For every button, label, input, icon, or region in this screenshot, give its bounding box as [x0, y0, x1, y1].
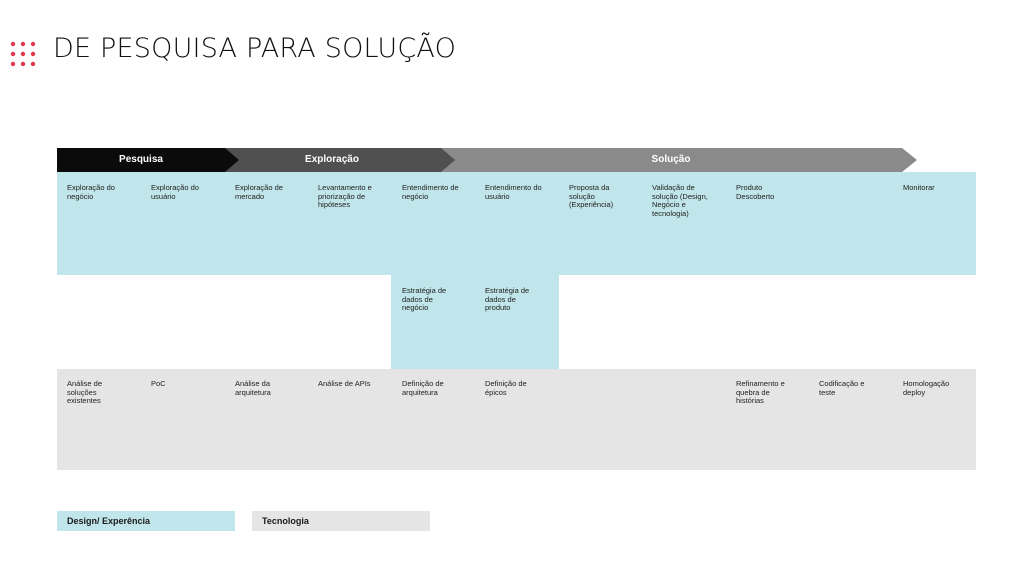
activity-exploracao-negocio: Exploração do negócio [67, 183, 115, 201]
activity-produto-descoberto: Produto Descoberto [736, 183, 775, 201]
activity-proposta-solucao: Proposta da solução (Experiência) [569, 183, 614, 209]
activity-homologacao-deploy: Homologação deploy [903, 379, 950, 397]
activity-exploracao-mercado: Exploração de mercado [235, 183, 283, 201]
activity-entendimento-usuario: Entendimento do usuário [485, 183, 542, 201]
activity-monitorar: Monitorar [903, 183, 935, 192]
page-title: DE PESQUISA PARA SOLUÇÃO [53, 33, 457, 64]
dots-grid-icon [10, 41, 36, 67]
activity-exploracao-usuario: Exploração do usuário [151, 183, 199, 201]
activity-definicao-epicos: Definição de épicos [485, 379, 527, 397]
activity-codificacao-teste: Codificação e teste [819, 379, 865, 397]
legend-design: Design/ Experência [57, 511, 235, 531]
legend-technology: Tecnologia [252, 511, 430, 531]
activity-analise-apis: Análise de APIs [318, 379, 371, 388]
phase-exploracao-label: Exploração [305, 154, 359, 165]
activity-estrategia-dados-negocio: Estratégia de dados de negócio [402, 286, 447, 312]
activity-poc: PoC [151, 379, 166, 388]
activity-analise-arquitetura: Análise da arquitetura [235, 379, 271, 397]
activity-levantamento-hipoteses: Levantamento e priorização de hipóteses [318, 183, 372, 209]
activity-refinamento-historias: Refinamento e quebra de histórias [736, 379, 785, 405]
activity-definicao-arquitetura: Definição de arquitetura [402, 379, 444, 397]
activity-validacao-solucao: Validação de solução (Design, Negócio e tecnologia) [652, 183, 708, 218]
phase-pesquisa-label: Pesquisa [119, 154, 163, 165]
activity-estrategia-dados-produto: Estratégia de dados de produto [485, 286, 530, 312]
activity-entendimento-negocio: Entendimento de negócio [402, 183, 459, 201]
activity-analise-solucoes: Análise de soluções existentes [67, 379, 103, 405]
phase-solucao-label: Solução [651, 154, 691, 165]
phase-arrow-bar [57, 148, 917, 172]
